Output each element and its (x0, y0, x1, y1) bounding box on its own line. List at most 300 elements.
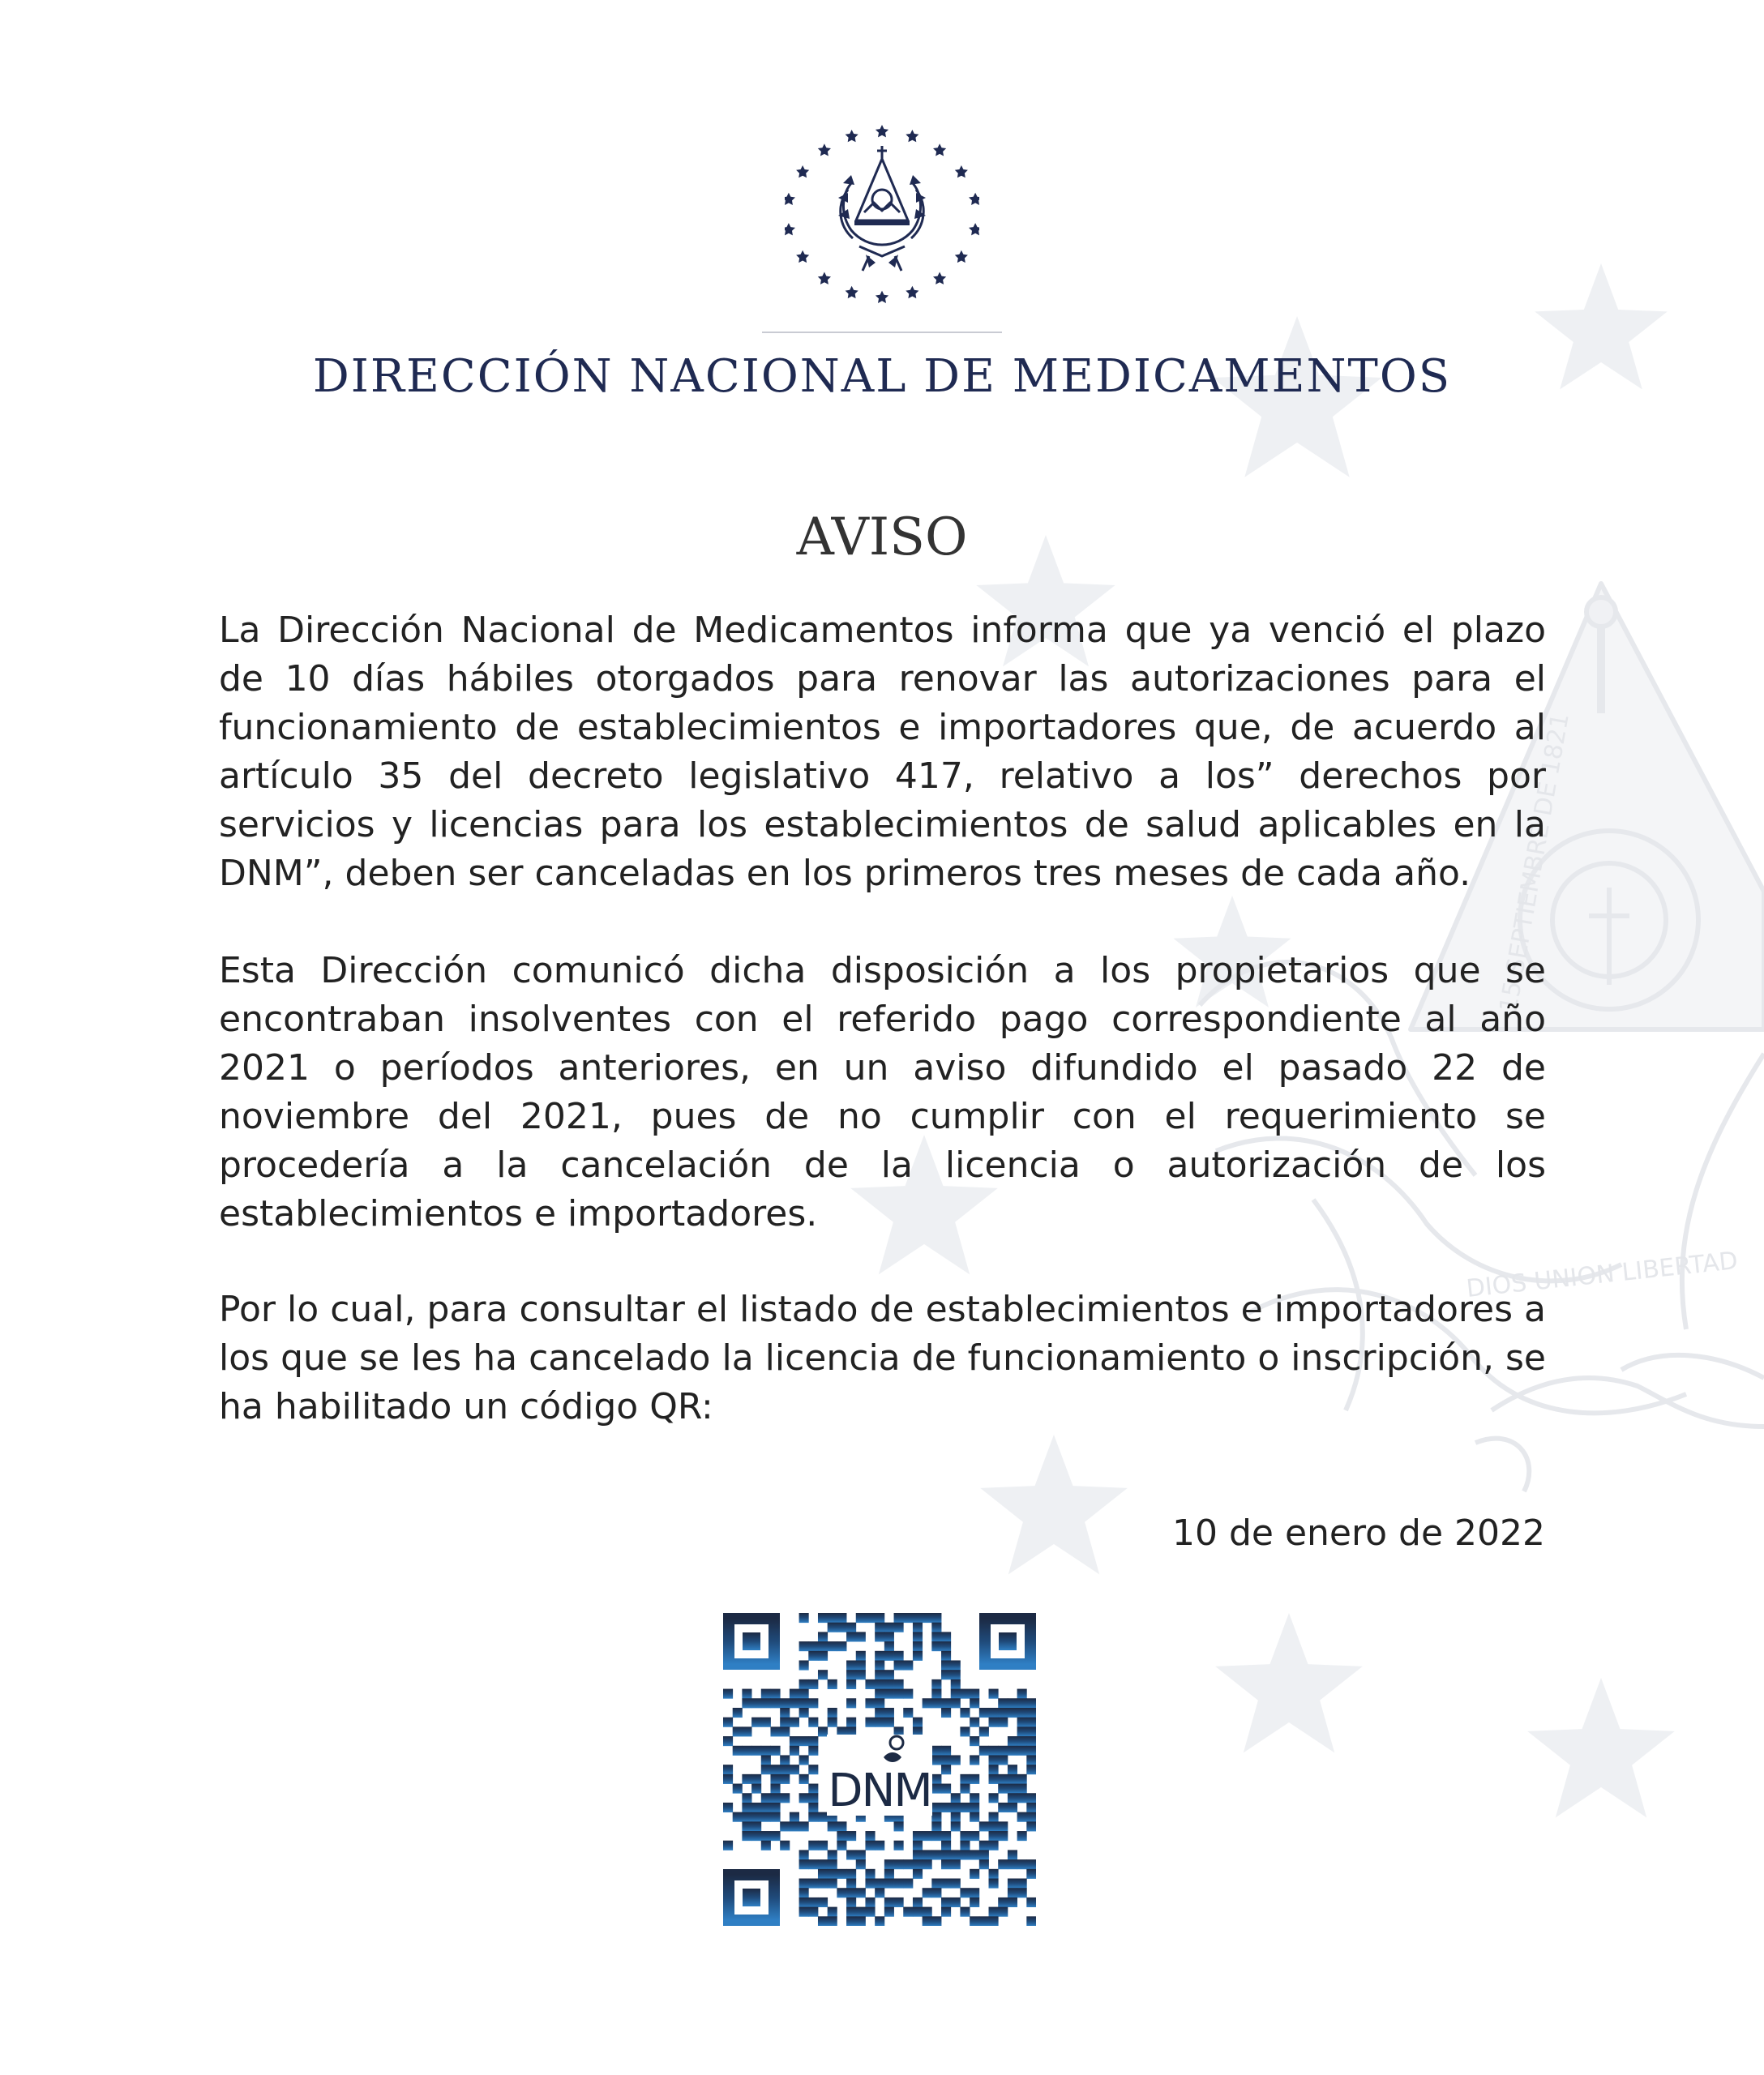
qr-module (751, 1718, 761, 1727)
qr-module (865, 1679, 875, 1689)
qr-module (941, 1708, 951, 1718)
qr-module (742, 1803, 751, 1812)
qr-module (941, 1765, 951, 1774)
qr-module (884, 1879, 894, 1889)
qr-module (1026, 1746, 1036, 1756)
qr-module (941, 1850, 951, 1859)
qr-module (799, 1907, 809, 1917)
qr-module (1017, 1774, 1027, 1784)
qr-module (770, 1746, 780, 1756)
qr-module (941, 1841, 951, 1850)
qr-module (894, 1841, 904, 1850)
qr-module (780, 1755, 790, 1765)
qr-module (951, 1670, 961, 1679)
qr-module (923, 1907, 932, 1917)
qr-module (960, 1726, 970, 1736)
qr-module (951, 1812, 961, 1822)
qr-module (931, 1755, 941, 1765)
qr-module (1026, 1793, 1036, 1803)
qr-module (875, 1679, 884, 1689)
qr-module (989, 1916, 999, 1926)
qr-module (837, 1869, 846, 1879)
qr-module (970, 1793, 979, 1803)
qr-module (913, 1841, 923, 1850)
qr-module (903, 1907, 913, 1917)
qr-module (770, 1698, 780, 1708)
qr-module (884, 1859, 894, 1869)
qr-module (941, 1660, 951, 1670)
watermark-motto-text: DIOS UNION LIBERTAD (1465, 1246, 1740, 1303)
qr-module (1017, 1812, 1027, 1822)
qr-module (865, 1879, 875, 1889)
qr-module (1017, 1718, 1027, 1727)
qr-module (761, 1698, 771, 1708)
qr-module (751, 1821, 761, 1831)
qr-module (970, 1755, 979, 1765)
qr-module (923, 1850, 932, 1859)
qr-module (941, 1897, 951, 1907)
qr-module (979, 1841, 989, 1850)
qr-module (989, 1812, 999, 1822)
qr-module (818, 1869, 828, 1879)
qr-module (884, 1708, 894, 1718)
qr-module (856, 1613, 866, 1623)
qr-module (903, 1859, 913, 1869)
qr-module (770, 1831, 780, 1841)
qr-module (856, 1850, 866, 1859)
qr-module (970, 1736, 979, 1746)
qr-module (761, 1841, 771, 1850)
qr-module (828, 1850, 837, 1859)
qr-module (856, 1660, 866, 1670)
qr-module (998, 1907, 1008, 1917)
qr-module (818, 1651, 828, 1661)
qr-module (989, 1821, 999, 1831)
qr-module (846, 1888, 856, 1897)
qr-module (941, 1755, 951, 1765)
qr-module (828, 1679, 837, 1689)
qr-module (761, 1746, 771, 1756)
qr-module (931, 1746, 941, 1756)
qr-module (818, 1812, 828, 1822)
qr-module (780, 1726, 790, 1736)
qr-module (894, 1689, 904, 1699)
qr-module (828, 1859, 837, 1869)
qr-module (989, 1746, 999, 1756)
qr-module (808, 1641, 818, 1651)
qr-module (1008, 1708, 1017, 1718)
qr-module (808, 1679, 818, 1689)
qr-module (742, 1831, 751, 1841)
qr-module (951, 1879, 961, 1889)
qr-module (951, 1821, 961, 1831)
qr-module (903, 1879, 913, 1889)
qr-module (951, 1755, 961, 1765)
qr-module (808, 1698, 818, 1708)
qr-module (941, 1784, 951, 1794)
qr-module (998, 1859, 1008, 1869)
qr-module (979, 1726, 989, 1736)
qr-module (913, 1632, 923, 1641)
qr-module (923, 1916, 932, 1926)
qr-module (931, 1803, 941, 1812)
qr-module (818, 1916, 828, 1926)
qr-module (751, 1812, 761, 1822)
qr-module (884, 1869, 894, 1879)
qr-module (875, 1613, 884, 1623)
qr-module (742, 1774, 751, 1784)
qr-module (837, 1841, 846, 1850)
qr-module (941, 1879, 951, 1889)
qr-module (742, 1698, 751, 1708)
qr-module (931, 1784, 941, 1794)
qr-module (865, 1698, 875, 1708)
qr-module (790, 1689, 799, 1699)
qr-module (913, 1651, 923, 1661)
qr-module (894, 1879, 904, 1889)
qr-module (951, 1793, 961, 1803)
qr-module (951, 1660, 961, 1670)
qr-module (856, 1651, 866, 1661)
notice-paragraph: Por lo cual, para consultar el listado de establecimientos e importadores a los que se les ha cancelado la licencia de funcionamiento o inscripción, se ha habilitado un código QR: (219, 1289, 1546, 1427)
qr-module (828, 1623, 837, 1632)
qr-module (1026, 1726, 1036, 1736)
qr-module (931, 1812, 941, 1822)
qr-module (1017, 1793, 1027, 1803)
qr-module (837, 1641, 846, 1651)
qr-module (865, 1841, 875, 1850)
qr-module (1026, 1821, 1036, 1831)
qr-module (846, 1632, 856, 1641)
qr-module (970, 1774, 979, 1784)
qr-module (799, 1897, 809, 1907)
qr-module (1026, 1859, 1036, 1869)
qr-module (733, 1726, 743, 1736)
qr-module (875, 1916, 884, 1926)
qr-module (1026, 1869, 1036, 1879)
watermark-star-icon (1215, 1613, 1363, 1752)
qr-module (1026, 1755, 1036, 1765)
qr-module (761, 1689, 771, 1699)
qr-module (856, 1632, 866, 1641)
qr-module (970, 1897, 979, 1907)
qr-module (818, 1670, 828, 1679)
qr-module (913, 1613, 923, 1623)
qr-module (1026, 1812, 1036, 1822)
qr-module (742, 1812, 751, 1822)
qr-module (865, 1907, 875, 1917)
qr-module (1008, 1897, 1017, 1907)
watermark-star-icon (980, 1435, 1128, 1574)
qr-module (865, 1831, 875, 1841)
qr-module (913, 1869, 923, 1879)
qr-module (979, 1746, 989, 1756)
qr-module (998, 1831, 1008, 1841)
qr-module (1026, 1916, 1036, 1926)
qr-module (923, 1698, 932, 1708)
qr-module (951, 1859, 961, 1869)
qr-module (1008, 1774, 1017, 1784)
qr-module (856, 1907, 866, 1917)
qr-module (1017, 1698, 1027, 1708)
qr-module (960, 1774, 970, 1784)
qr-module (808, 1765, 818, 1774)
qr-module (770, 1689, 780, 1699)
qr-module (970, 1689, 979, 1699)
qr-module (808, 1718, 818, 1727)
qr-module (989, 1708, 999, 1718)
qr-module (894, 1897, 904, 1907)
qr-module (931, 1888, 941, 1897)
qr-module (931, 1831, 941, 1841)
qr-module (960, 1708, 970, 1718)
qr-module (742, 1726, 751, 1736)
qr-module (865, 1869, 875, 1879)
qr-module (931, 1613, 941, 1623)
qr-module (884, 1623, 894, 1632)
qr-module (931, 1679, 941, 1689)
qr-module (875, 1708, 884, 1718)
qr-module (894, 1623, 904, 1632)
qr-module (770, 1793, 780, 1803)
qr-module (931, 1821, 941, 1831)
qr-module (1026, 1736, 1036, 1746)
qr-module (770, 1803, 780, 1812)
qr-module (875, 1660, 884, 1670)
qr-module (770, 1726, 780, 1736)
qr-module (1008, 1698, 1017, 1708)
qr-module (751, 1803, 761, 1812)
qr-module (799, 1641, 809, 1651)
qr-module (837, 1821, 846, 1831)
qr-module (837, 1831, 846, 1841)
qr-module (1017, 1879, 1027, 1889)
qr-module (751, 1698, 761, 1708)
qr-module (931, 1689, 941, 1699)
qr-module (856, 1888, 866, 1897)
qr-module (808, 1746, 818, 1756)
qr-module (780, 1821, 790, 1831)
qr-module (828, 1708, 837, 1718)
qr-module (846, 1679, 856, 1689)
qr-module (979, 1916, 989, 1926)
qr-module (875, 1718, 884, 1727)
qr-module (931, 1641, 941, 1651)
qr-module (818, 1726, 828, 1736)
qr-module (913, 1641, 923, 1651)
qr-module (989, 1765, 999, 1774)
qr-module (751, 1746, 761, 1756)
qr-module (723, 1803, 733, 1812)
qr-module (742, 1746, 751, 1756)
qr-module (913, 1907, 923, 1917)
qr-module (875, 1623, 884, 1632)
qr-module (894, 1821, 904, 1831)
qr-module (894, 1679, 904, 1689)
qr-module (989, 1755, 999, 1765)
qr-module (970, 1812, 979, 1822)
qr-module (818, 1859, 828, 1869)
qr-module (856, 1916, 866, 1926)
qr-module (828, 1613, 837, 1623)
qr-center-label: DNM (828, 1765, 931, 1817)
organization-name: DIRECCIÓN NACIONAL DE MEDICAMENTOS (312, 350, 1452, 403)
qr-module (884, 1641, 894, 1651)
qr-module (884, 1651, 894, 1661)
qr-module (884, 1670, 894, 1679)
qr-module (923, 1831, 932, 1841)
qr-module (903, 1660, 913, 1670)
qr-module (913, 1897, 923, 1907)
qr-module (998, 1718, 1008, 1727)
qr-module (941, 1746, 951, 1756)
qr-module (989, 1831, 999, 1841)
qr-module (875, 1632, 884, 1641)
qr-module (884, 1718, 894, 1727)
qr-module (828, 1907, 837, 1917)
qr-module (998, 1708, 1008, 1718)
qr-module (799, 1755, 809, 1765)
qr-module (808, 1803, 818, 1812)
qr-module (998, 1784, 1008, 1794)
qr-module (960, 1841, 970, 1850)
qr-module (761, 1755, 771, 1765)
qr-module (733, 1708, 743, 1718)
qr-module (1026, 1897, 1036, 1907)
watermark-star-icon (1527, 1678, 1675, 1817)
qr-module (951, 1850, 961, 1859)
qr-module (808, 1651, 818, 1661)
qr-module (790, 1821, 799, 1831)
qr-module (913, 1718, 923, 1727)
qr-module (818, 1897, 828, 1907)
qr-module (808, 1897, 818, 1907)
qr-module (790, 1698, 799, 1708)
qr-module (837, 1613, 846, 1623)
qr-module (846, 1831, 856, 1841)
qr-module (998, 1746, 1008, 1756)
qr-module (828, 1641, 837, 1651)
qr-module (799, 1821, 809, 1831)
qr-module (970, 1850, 979, 1859)
qr-module (799, 1698, 809, 1708)
qr-module (903, 1689, 913, 1699)
qr-module (884, 1689, 894, 1699)
qr-module (989, 1869, 999, 1879)
qr-module (846, 1623, 856, 1632)
qr-module (1008, 1879, 1017, 1889)
qr-module (799, 1774, 809, 1784)
qr-module (723, 1718, 733, 1727)
qr-module (1026, 1708, 1036, 1718)
qr-module (1017, 1888, 1027, 1897)
qr-module (960, 1831, 970, 1841)
qr-module (780, 1698, 790, 1708)
qr-module (723, 1774, 733, 1784)
qr-module (998, 1803, 1008, 1812)
qr-module (865, 1613, 875, 1623)
qr-module (913, 1850, 923, 1859)
qr-module (828, 1869, 837, 1879)
qr-module (1008, 1736, 1017, 1746)
qr-module (846, 1897, 856, 1907)
qr-module (761, 1793, 771, 1803)
qr-module (884, 1679, 894, 1689)
qr-module (856, 1670, 866, 1679)
qr-module (1026, 1765, 1036, 1774)
qr-module (951, 1679, 961, 1689)
qr-module (780, 1793, 790, 1803)
qr-module (808, 1812, 818, 1822)
qr-module (960, 1888, 970, 1897)
qr-module (989, 1689, 999, 1699)
qr-module (723, 1765, 733, 1774)
qr-module (808, 1736, 818, 1746)
qr-module (941, 1632, 951, 1641)
qr-module (913, 1623, 923, 1632)
qr-module (846, 1916, 856, 1926)
qr-module (931, 1916, 941, 1926)
qr-module (828, 1879, 837, 1889)
qr-module (799, 1859, 809, 1869)
qr-module (799, 1736, 809, 1746)
qr-module (818, 1841, 828, 1850)
qr-module (913, 1831, 923, 1841)
qr-module (770, 1765, 780, 1774)
qr-module (846, 1907, 856, 1917)
qr-module (931, 1698, 941, 1708)
qr-module (923, 1888, 932, 1897)
qr-module (808, 1841, 818, 1850)
qr-module (1017, 1784, 1027, 1794)
qr-module (998, 1698, 1008, 1708)
qr-module (742, 1793, 751, 1803)
qr-module (970, 1869, 979, 1879)
qr-module (1008, 1803, 1017, 1812)
qr-module (1008, 1850, 1017, 1859)
qr-module (941, 1651, 951, 1661)
qr-module (941, 1907, 951, 1917)
qr-module (723, 1689, 733, 1699)
qr-module (865, 1897, 875, 1907)
header-divider (762, 332, 1002, 333)
qr-module (979, 1708, 989, 1718)
qr-module (941, 1641, 951, 1651)
qr-module (875, 1888, 884, 1897)
qr-module (894, 1613, 904, 1623)
qr-module (979, 1859, 989, 1869)
qr-code[interactable] (723, 1613, 1036, 1926)
qr-module (970, 1831, 979, 1841)
qr-module (1017, 1746, 1027, 1756)
qr-module (931, 1632, 941, 1641)
qr-module (723, 1841, 733, 1850)
qr-module (970, 1803, 979, 1812)
qr-module (1008, 1888, 1017, 1897)
qr-module (1026, 1698, 1036, 1708)
qr-module (998, 1821, 1008, 1831)
qr-module (951, 1803, 961, 1812)
qr-module (970, 1698, 979, 1708)
qr-module (1008, 1765, 1017, 1774)
el-salvador-emblem-icon (785, 125, 979, 319)
qr-module (799, 1708, 809, 1718)
qr-module (998, 1897, 1008, 1907)
qr-module (960, 1850, 970, 1859)
qr-module (875, 1670, 884, 1679)
qr-module (761, 1718, 771, 1727)
qr-module (1008, 1793, 1017, 1803)
